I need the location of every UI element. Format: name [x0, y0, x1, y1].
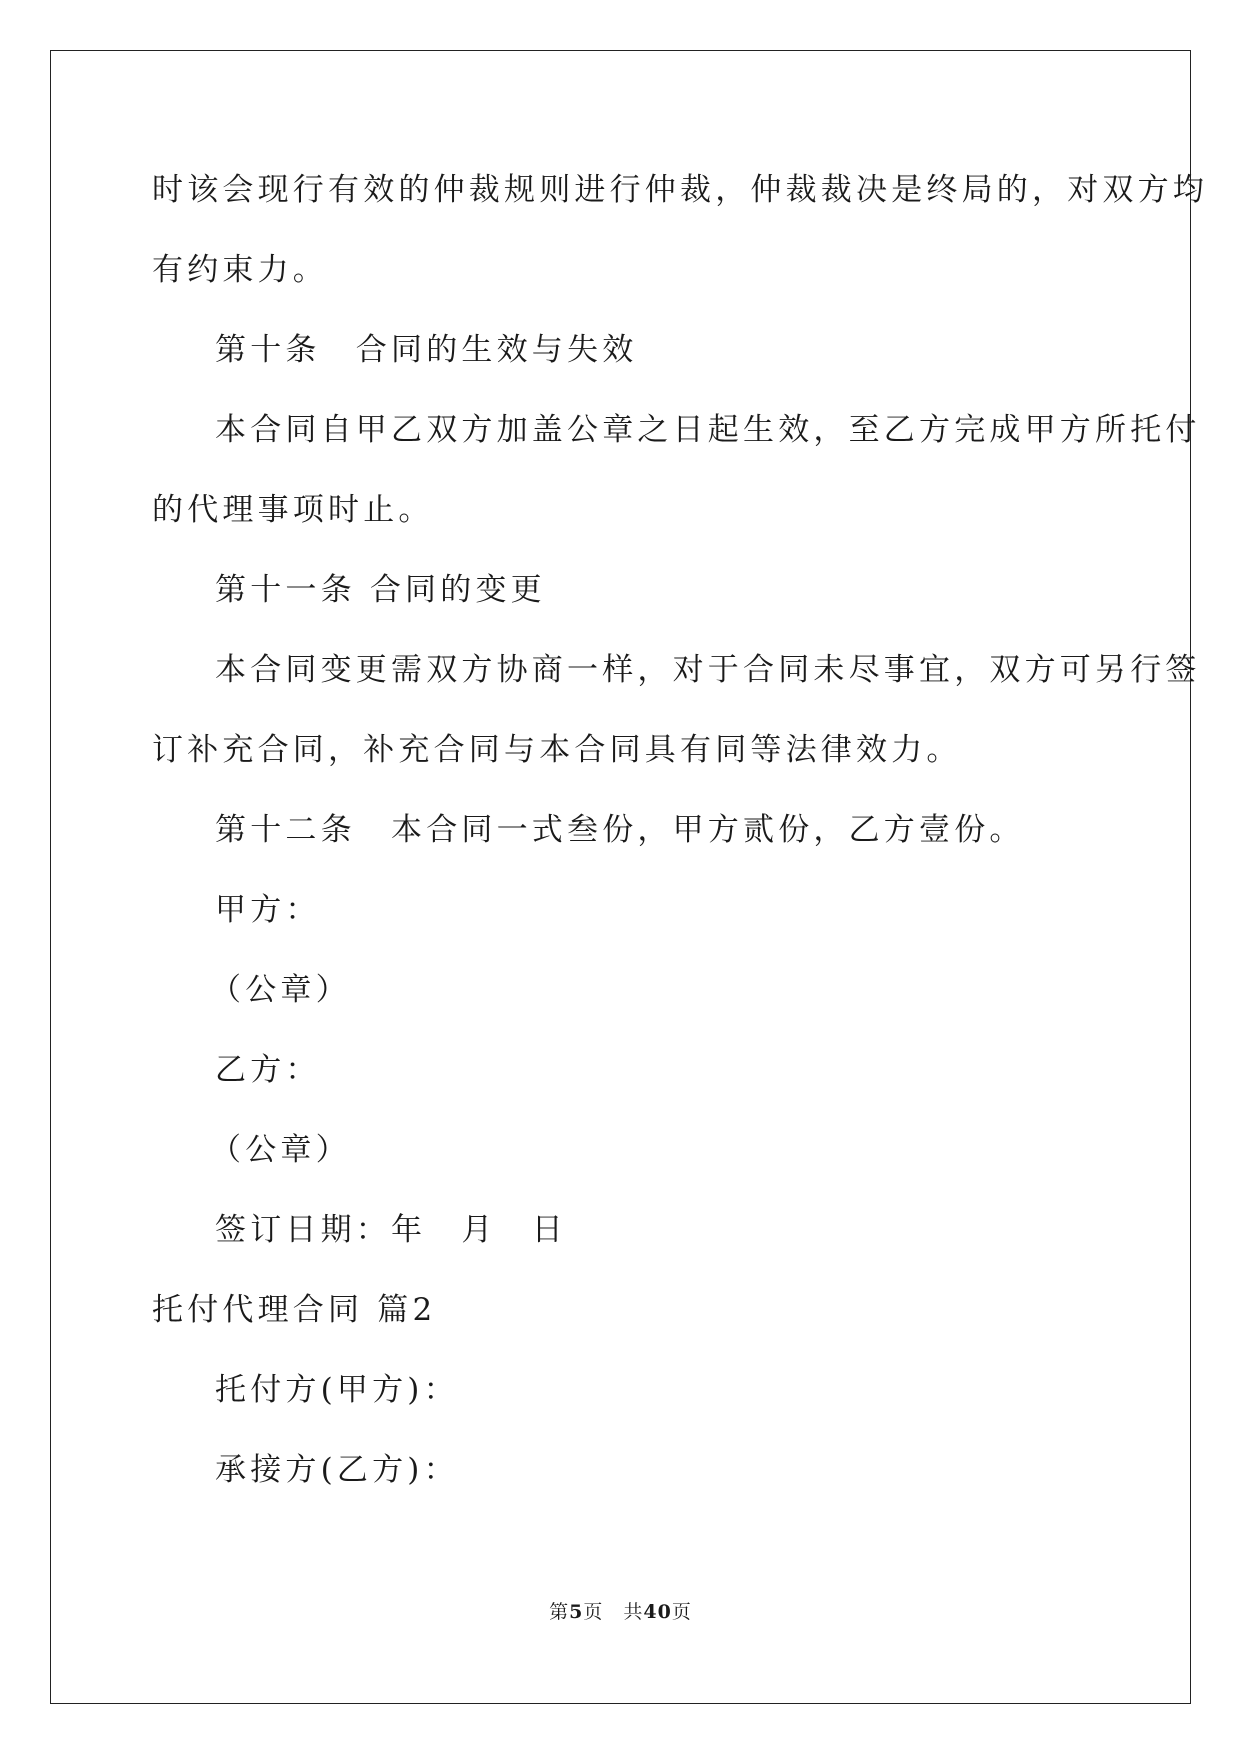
seal-label: （公章）: [210, 972, 351, 1008]
paragraph-line: 有约束力。: [152, 252, 328, 288]
footer-middle: 页 共: [583, 1601, 644, 1623]
principal-label: 托付方(甲方)：: [215, 1372, 459, 1408]
seal-label: （公章）: [210, 1132, 351, 1168]
article-heading: 第十二条 本合同一式叁份，甲方贰份，乙方壹份。: [215, 812, 1025, 848]
paragraph-line: 的代理事项时止。: [152, 492, 434, 528]
signing-date: 签订日期：年 月 日: [215, 1212, 567, 1248]
current-page-number: 5: [569, 1601, 584, 1623]
page-number-footer: [0, 1600, 1241, 1624]
paragraph-line: 时该会现行有效的仲裁规则进行仲裁，仲裁裁决是终局的，对双方均: [152, 172, 1208, 208]
paragraph-line: 本合同自甲乙双方加盖公章之日起生效，至乙方完成甲方所托付: [215, 412, 1201, 448]
contractor-label: 承接方(乙方)：: [215, 1452, 459, 1488]
footer-prefix: 第: [549, 1601, 570, 1623]
article-heading: 第十条 合同的生效与失效: [215, 332, 638, 368]
total-page-number: 40: [643, 1601, 672, 1623]
article-heading: 第十一条 合同的变更: [215, 572, 546, 608]
footer-suffix: 页: [671, 1601, 692, 1623]
party-a-label: 甲方：: [215, 892, 321, 928]
paragraph-line: 订补充合同，补充合同与本合同具有同等法律效力。: [152, 732, 962, 768]
section-title: 托付代理合同 篇2: [152, 1292, 437, 1328]
party-b-label: 乙方：: [215, 1052, 321, 1088]
paragraph-line: 本合同变更需双方协商一样，对于合同未尽事宜，双方可另行签: [215, 652, 1201, 688]
